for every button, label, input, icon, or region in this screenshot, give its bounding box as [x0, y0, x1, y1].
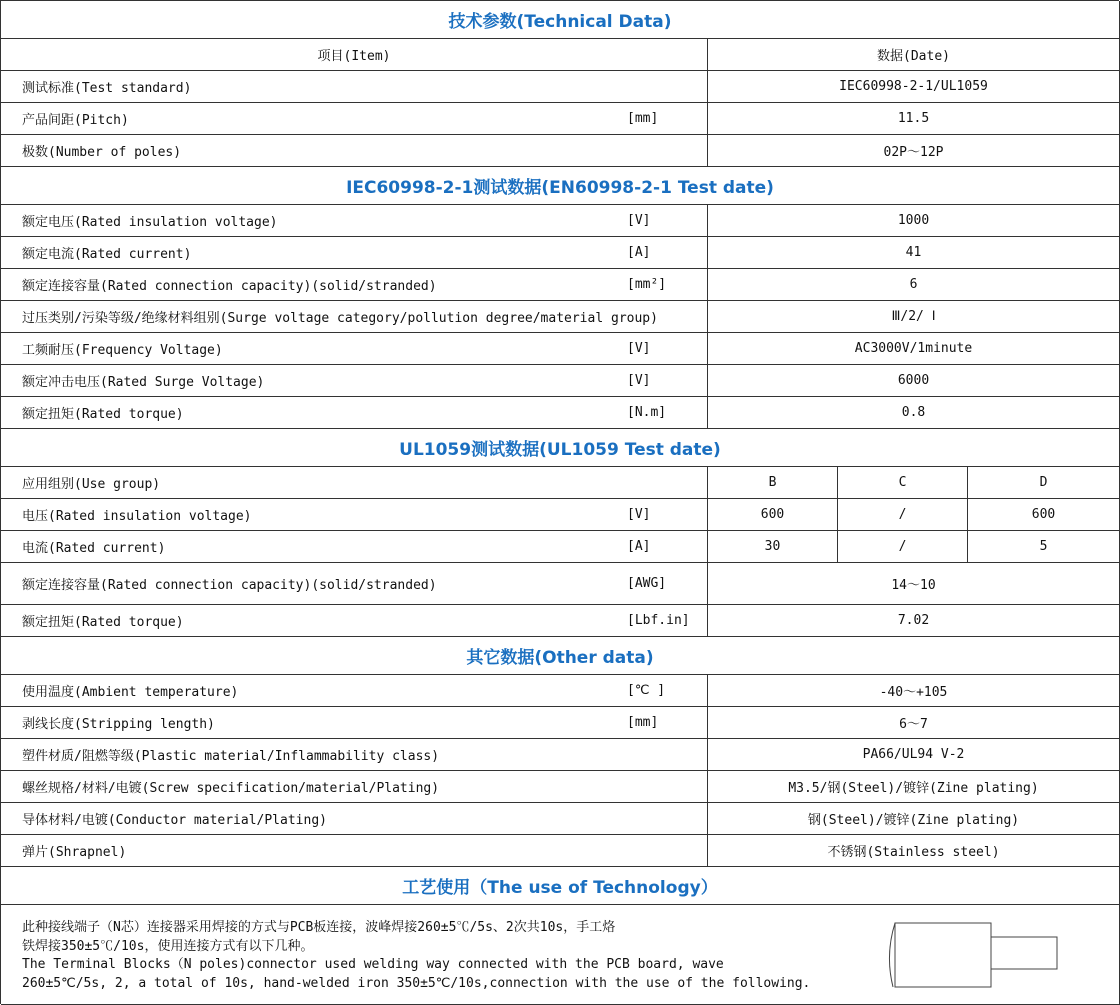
row-label-text: 额定电流(Rated current): [22, 247, 192, 262]
row-unit: [V]: [627, 373, 651, 388]
table-row: [1, 771, 1120, 803]
table-row: [1, 365, 1120, 397]
row-value: 02P～12P: [708, 135, 1120, 167]
section-title-other: 其它数据(Other data): [1, 637, 1120, 675]
row-value: -40～+105: [708, 675, 1120, 707]
group-b-cell: 600: [708, 499, 838, 531]
row-label-text: 额定连接容量(Rated connection capacity)(solid/stranded): [22, 279, 437, 294]
row-unit: [A]: [627, 539, 651, 554]
row-value: PA66/UL94 V-2: [708, 739, 1120, 771]
table-row: [1, 605, 1120, 637]
group-b-cell: 30: [708, 531, 838, 563]
table-row: [1, 103, 1120, 135]
technology-description: [22, 919, 810, 993]
technology-line: 260±5℃/5s, 2, a total of 10s, hand-welded iron 350±5℃/10s,connection with the use of the following.: [22, 975, 811, 991]
row-label: [1, 563, 708, 605]
row-label-text: 额定连接容量(Rated connection capacity)(solid/stranded): [22, 578, 437, 593]
section-iec: [1, 167, 1120, 205]
row-value: 6～7: [708, 707, 1120, 739]
row-label: [1, 269, 708, 301]
section-title-ul: UL1059测试数据(UL1059 Test date): [1, 429, 1120, 467]
row-label: [1, 397, 708, 429]
row-label-text: 额定电压(Rated insulation voltage): [22, 215, 278, 230]
group-d-cell: D: [968, 467, 1120, 499]
row-unit: [AWG]: [627, 576, 667, 591]
row-label: 导体材料/电镀(Conductor material/Plating): [1, 803, 708, 835]
row-label-text: 额定扭矩(Rated torque): [22, 407, 184, 422]
row-label-text: 电流(Rated current): [22, 541, 166, 556]
group-d-cell: 600: [968, 499, 1120, 531]
table-row: [1, 71, 1120, 103]
row-label: [1, 707, 708, 739]
row-label-text: 剥线长度(Stripping length): [22, 717, 215, 732]
row-label: [1, 365, 708, 397]
table-row: [1, 237, 1120, 269]
row-label: [1, 333, 708, 365]
table-row: [1, 803, 1120, 835]
row-value: 不锈钢(Stainless steel): [708, 835, 1120, 867]
table-row: [1, 135, 1120, 167]
table-row: [1, 467, 1120, 499]
row-label: 应用组别(Use group): [1, 467, 708, 499]
row-value: M3.5/钢(Steel)/镀锌(Zine plating): [708, 771, 1120, 803]
data-column-header: 数据(Date): [708, 39, 1120, 71]
row-value: 6: [708, 269, 1120, 301]
row-label-text: 工频耐压(Frequency Voltage): [22, 343, 223, 358]
technology-line: 铁焊接350±5℃/10s，使用连接方式有以下几种。: [22, 938, 314, 954]
row-unit: [mm²]: [627, 277, 667, 292]
row-value: 1000: [708, 205, 1120, 237]
table-row: [1, 205, 1120, 237]
technology-line: The Terminal Blocks（N poles)connector used welding way connected with the PCB board, wave: [22, 957, 724, 972]
row-unit: [A]: [627, 245, 651, 260]
row-value: IEC60998-2-1/UL1059: [708, 71, 1120, 103]
group-c-cell: /: [838, 499, 968, 531]
group-d-cell: 5: [968, 531, 1120, 563]
row-label: [1, 205, 708, 237]
table-row: [1, 531, 1120, 563]
table-row: [1, 739, 1120, 771]
table-row: [1, 397, 1120, 429]
section-title-technology: 工艺使用（The use of Technology）: [1, 867, 1120, 905]
row-unit: [V]: [627, 341, 651, 356]
row-label: 弹片(Shrapnel): [1, 835, 708, 867]
row-value: 7.02: [708, 605, 1120, 637]
section-other: [1, 637, 1120, 675]
pcb-connection-diagram: [885, 915, 1065, 995]
row-label-text: 额定冲击电压(Rated Surge Voltage): [22, 375, 265, 390]
table-row: [1, 563, 1120, 605]
row-value: 0.8: [708, 397, 1120, 429]
group-b-cell: B: [708, 467, 838, 499]
row-value: 41: [708, 237, 1120, 269]
row-value: 14～10: [708, 563, 1120, 605]
table-row: [1, 499, 1120, 531]
group-c-cell: C: [838, 467, 968, 499]
row-label-text: 产品间距(Pitch): [22, 113, 129, 128]
section-technology: [1, 867, 1120, 905]
technology-body: [1, 905, 1120, 1005]
section-ul: [1, 429, 1120, 467]
section-title-iec: IEC60998-2-1测试数据(EN60998-2-1 Test date): [1, 167, 1120, 205]
row-label: [1, 531, 708, 563]
row-label-text: 电压(Rated insulation voltage): [22, 509, 252, 524]
row-unit: [V]: [627, 213, 651, 228]
table-row: [1, 333, 1120, 365]
row-label-text: 使用温度(Ambient temperature): [22, 685, 239, 700]
table-row: [1, 301, 1120, 333]
row-value: 6000: [708, 365, 1120, 397]
row-label: [1, 675, 708, 707]
row-unit: [Lbf.in]: [627, 613, 690, 628]
table-row: [1, 835, 1120, 867]
row-unit: [N.m]: [627, 405, 667, 420]
table-row: [1, 707, 1120, 739]
row-label-text: 额定扭矩(Rated torque): [22, 615, 184, 630]
technology-line: 此种接线端子（N芯）连接器采用焊接的方式与PCB板连接，波峰焊接260±5℃/5s、2次共10s，手工烙: [22, 920, 616, 935]
row-label: 过压类别/污染等级/绝缘材料组别(Surge voltage category/pollution degree/material group): [1, 301, 708, 333]
group-c-cell: /: [838, 531, 968, 563]
row-unit: [mm]: [627, 715, 659, 730]
row-value: 11.5: [708, 103, 1120, 135]
row-value: Ⅲ/2/ Ⅰ: [708, 301, 1120, 333]
row-unit: [℃ ]: [627, 683, 666, 698]
row-unit: [V]: [627, 507, 651, 522]
row-label: 螺丝规格/材料/电镀(Screw specification/material/Plating): [1, 771, 708, 803]
table-row: [1, 675, 1120, 707]
row-label: 极数(Number of poles): [1, 135, 708, 167]
section-technical: [1, 1, 1120, 39]
column-header-row: [1, 39, 1120, 71]
row-label: [1, 103, 708, 135]
item-column-header: 项目(Item): [1, 39, 708, 71]
row-unit: [mm]: [627, 111, 659, 126]
section-title-technical: 技术参数(Technical Data): [1, 1, 1120, 39]
row-value: AC3000V/1minute: [708, 333, 1120, 365]
row-label: [1, 605, 708, 637]
row-label: [1, 237, 708, 269]
table-row: [1, 269, 1120, 301]
row-label: 测试标准(Test standard): [1, 71, 708, 103]
row-value: 钢(Steel)/镀锌(Zine plating): [708, 803, 1120, 835]
row-label: 塑件材质/阻燃等级(Plastic material/Inflammability class): [1, 739, 708, 771]
row-label: [1, 499, 708, 531]
